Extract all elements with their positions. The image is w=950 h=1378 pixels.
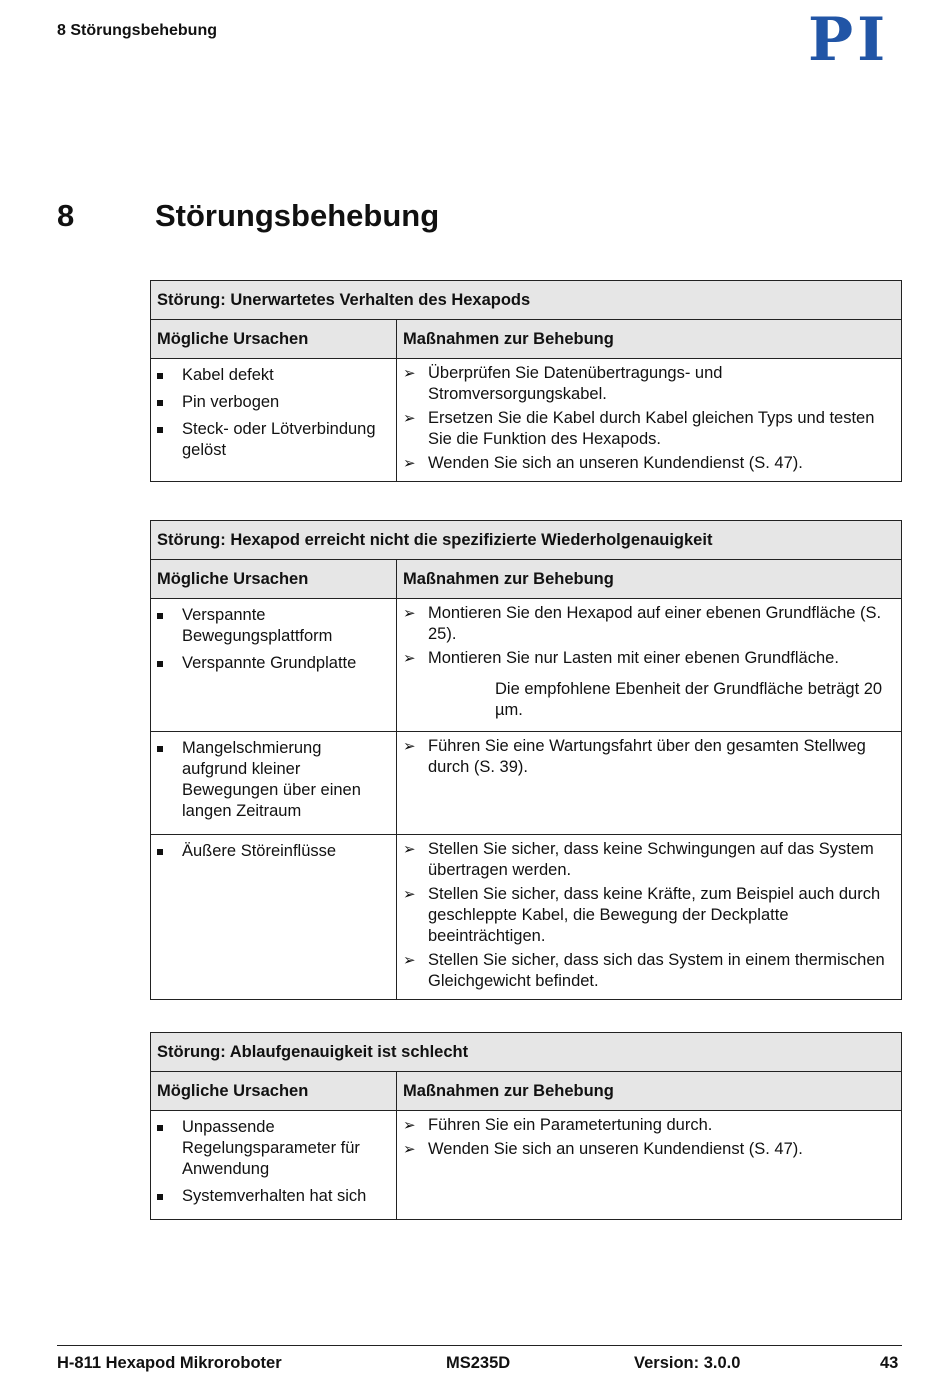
troubleshooting-table-unexpected-behavior xyxy=(150,280,902,482)
column-header-actions: Maßnahmen zur Behebung xyxy=(397,1072,902,1111)
action-item: ➢ Stellen Sie sicher, dass keine Schwingungen auf das System übertragen werden. xyxy=(403,840,874,879)
column-header-causes: Mögliche Ursachen xyxy=(151,560,397,599)
column-header-actions: Maßnahmen zur Behebung xyxy=(397,560,902,599)
table-row xyxy=(151,599,902,732)
page-number: 43 xyxy=(880,1354,899,1372)
troubleshooting-table-path-accuracy xyxy=(150,1032,902,1220)
footer-product: H-811 Hexapod Mikroroboter xyxy=(57,1354,282,1372)
table-row xyxy=(151,732,902,835)
action-item: ➢ Ersetzen Sie die Kabel durch Kabel gleichen Typs und testen Sie die Funktion des Hexapods. xyxy=(403,409,875,448)
action-item: ➢ Wenden Sie sich an unseren Kundendienst (S. 47). xyxy=(403,454,803,472)
footer-doc-id: MS235D xyxy=(446,1354,511,1372)
arrow-bullet-icon: ➢ xyxy=(403,841,416,858)
table-row xyxy=(151,1111,902,1220)
table-title: Störung: Hexapod erreicht nicht die spezifizierte Wiederholgenauigkeit xyxy=(151,521,902,560)
cause-item: Mangelschmierung aufgrund kleiner Bewegungen über einen langen Zeitraum xyxy=(151,738,390,822)
action-item: ➢ Wenden Sie sich an unseren Kundendienst (S. 47). xyxy=(403,1140,803,1158)
arrow-bullet-icon: ➢ xyxy=(403,886,416,903)
arrow-bullet-icon: ➢ xyxy=(403,365,416,382)
column-header-causes: Mögliche Ursachen xyxy=(151,320,397,359)
action-item: ➢ Stellen Sie sicher, dass keine Kräfte, zum Beispiel auch durch geschleppte Kabel, die Bewegung der Deckplatte beeinträchtigen. xyxy=(403,885,881,945)
cause-item: Steck- oder Lötverbindung gelöst xyxy=(151,419,390,461)
arrow-bullet-icon: ➢ xyxy=(403,1141,416,1158)
action-item: ➢ Montieren Sie nur Lasten mit einer ebenen Grundfläche. xyxy=(403,649,839,667)
action-item: ➢ Stellen Sie sicher, dass sich das System in einem thermischen Gleichgewicht befindet. xyxy=(403,951,885,990)
troubleshooting-table-repeatability xyxy=(150,520,902,1000)
cause-item: Unpassende Regelungsparameter für Anwendung xyxy=(151,1117,390,1180)
cause-item: Verspannte Grundplatte xyxy=(151,653,390,674)
table-title: Störung: Ablaufgenauigkeit ist schlecht xyxy=(151,1033,902,1072)
column-header-actions: Maßnahmen zur Behebung xyxy=(397,320,902,359)
action-item: ➢ Führen Sie eine Wartungsfahrt über den gesamten Stellweg durch (S. 39). xyxy=(403,737,866,776)
chapter-title: Störungsbehebung xyxy=(155,198,440,233)
chapter-number: 8 xyxy=(57,198,75,233)
action-item: ➢ Montieren Sie den Hexapod auf einer ebenen Grundfläche (S. 25). xyxy=(403,604,882,643)
column-header-causes: Mögliche Ursachen xyxy=(151,1072,397,1111)
pi-logo: PI xyxy=(808,5,890,75)
cause-item: Verspannte Bewegungsplattform xyxy=(151,605,390,647)
footer-version: Version: 3.0.0 xyxy=(634,1354,741,1372)
footer-divider xyxy=(57,1345,902,1346)
arrow-bullet-icon: ➢ xyxy=(403,605,416,622)
cause-item: Pin verbogen xyxy=(151,392,390,413)
running-header: 8 Störungsbehebung xyxy=(57,22,217,39)
table-row xyxy=(151,835,902,1000)
cause-item: Kabel defekt xyxy=(151,365,390,386)
cause-item: Äußere Störeinflüsse xyxy=(151,841,390,862)
action-item: ➢ Überprüfen Sie Datenübertragungs- und Stromversorgungskabel. xyxy=(403,364,723,403)
note-text: Die empfohlene Ebenheit der Grundfläche beträgt 20 µm. xyxy=(495,680,883,719)
table-row xyxy=(151,359,902,482)
table-title: Störung: Unerwartetes Verhalten des Hexapods xyxy=(151,281,902,320)
cause-item: Systemverhalten hat sich xyxy=(151,1186,390,1207)
arrow-bullet-icon: ➢ xyxy=(403,1117,416,1134)
arrow-bullet-icon: ➢ xyxy=(403,455,416,472)
arrow-bullet-icon: ➢ xyxy=(403,650,416,667)
arrow-bullet-icon: ➢ xyxy=(403,952,416,969)
action-item: ➢ Führen Sie ein Parametertuning durch. xyxy=(403,1116,713,1134)
arrow-bullet-icon: ➢ xyxy=(403,410,416,427)
arrow-bullet-icon: ➢ xyxy=(403,738,416,755)
